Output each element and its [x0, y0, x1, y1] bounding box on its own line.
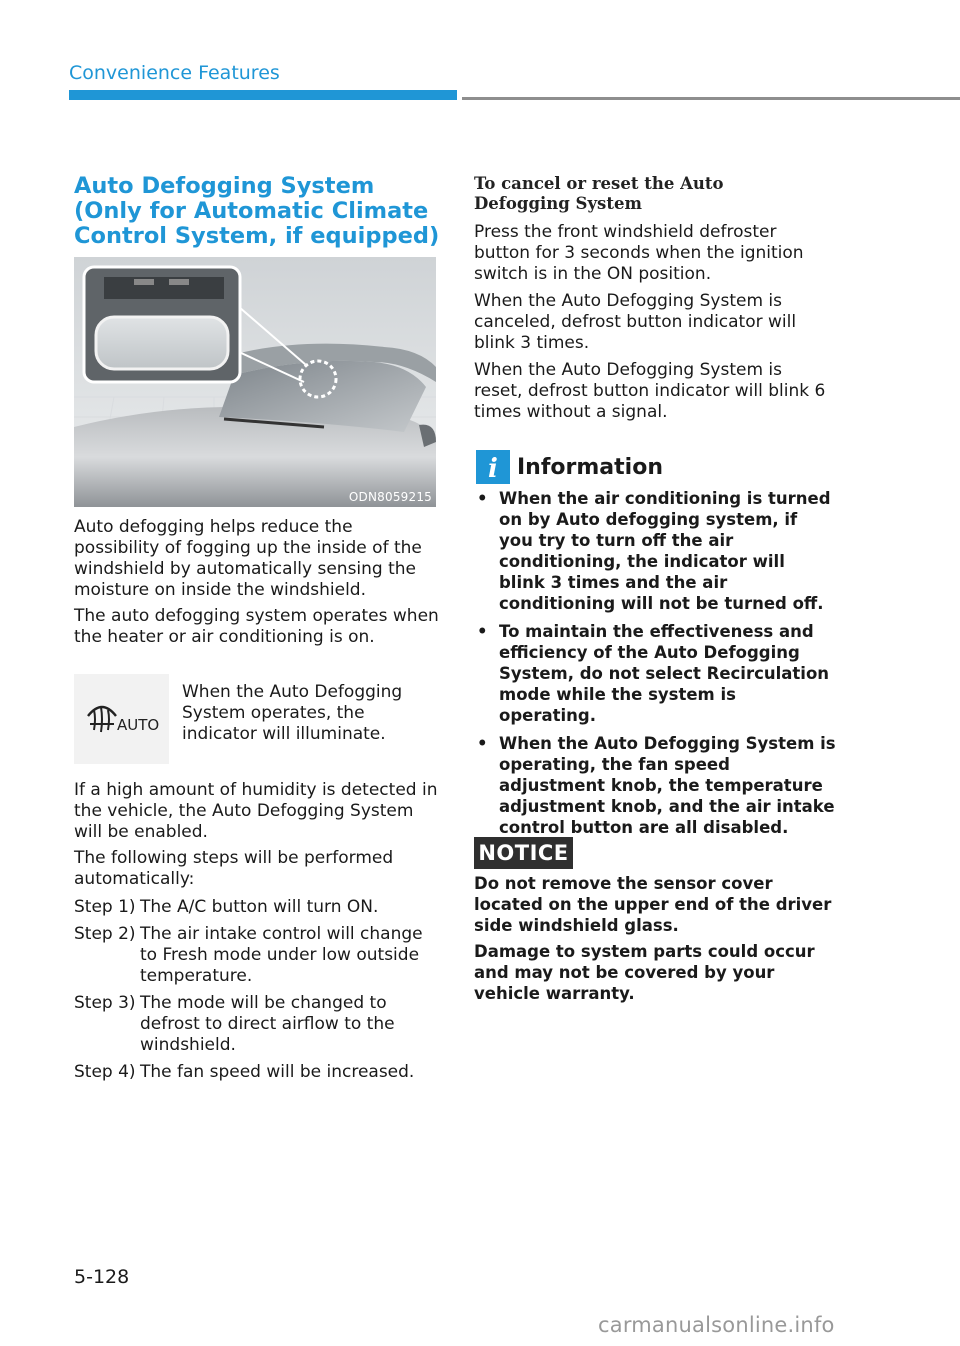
step-text: The mode will be changed to defrost to direct airflow to the windshield.	[140, 993, 395, 1055]
notice-sensor-warning: Do not remove the sensor cover located on the upper end of the driver side windshield glass.	[474, 874, 832, 935]
header-rule-gray	[462, 97, 960, 100]
step-text: The A/C button will turn ON.	[140, 897, 379, 917]
operation-paragraph: The auto defogging system operates when the heater or air conditioning is on.	[74, 606, 439, 647]
step-text: The fan speed will be increased.	[140, 1062, 415, 1082]
notice-warranty-warning: Damage to system parts could occur and may not be covered by your vehicle warranty.	[474, 942, 815, 1003]
step-text: The air intake control will change to Fresh mode under low outside temperature.	[140, 924, 423, 986]
information-icon	[476, 450, 510, 484]
indicator-description: When the Auto Defogging System operates, the indicator will illuminate.	[182, 682, 403, 744]
defrost-icon-label: AUTO	[117, 716, 160, 734]
defrost-icon	[74, 674, 169, 764]
step-item	[74, 993, 439, 1056]
reset-indicator-note: When the Auto Defogging System is reset, defrost button indicator will blink 6 times without a signal.	[474, 360, 826, 422]
watermark: carmanualsonline.info	[598, 1313, 835, 1337]
intro-paragraph: Auto defogging helps reduce the possibility of fogging up the inside of the windshield by automatically sensing the moisture on inside the windshield.	[74, 517, 422, 600]
step-item	[74, 897, 439, 918]
step-label: Step 4)	[74, 1062, 136, 1082]
step-label: Step 3)	[74, 993, 136, 1013]
windshield-figure	[74, 257, 436, 507]
information-list	[474, 488, 836, 845]
list-item: • To maintain the effectiveness and efficiency of the Auto Defogging System, do not select Recirculation mode while the system is operating.	[474, 621, 836, 726]
step-item	[74, 924, 439, 987]
svg-text:i: i	[488, 454, 498, 484]
cancel-instruction: Press the front windshield defroster button for 3 seconds when the ignition switch is in the ON position.	[474, 222, 804, 284]
steps-intro: The following steps will be performed automatically:	[74, 848, 394, 889]
header-rule-accent	[69, 90, 457, 100]
cancel-reset-heading: To cancel or reset the Auto Defogging System	[474, 174, 724, 213]
list-item: • When the air conditioning is turned on by Auto defogging system, if you try to turn off the air conditioning, the indicator will blink 3 times and the air conditioning will not be turned off.	[474, 488, 836, 614]
step-label: Step 2)	[74, 924, 136, 944]
page-heading: Auto Defogging System (Only for Automatic Climate Control System, if equipped)	[74, 173, 440, 249]
section-title: Convenience Features	[69, 62, 280, 84]
notice-badge: NOTICE	[474, 837, 573, 869]
humidity-paragraph: If a high amount of humidity is detected in the vehicle, the Auto Defogging System will be enabled.	[74, 780, 438, 842]
page-number: 5-128	[74, 1266, 130, 1288]
figure-code: ODN8059215	[348, 490, 432, 504]
step-item	[74, 1062, 439, 1083]
windshield-illustration	[74, 257, 436, 507]
information-title: Information	[517, 455, 663, 480]
cancel-indicator-note: When the Auto Defogging System is canceled, defrost button indicator will blink 3 times.	[474, 291, 797, 353]
step-label: Step 1)	[74, 897, 136, 917]
list-item: • When the Auto Defogging System is operating, the fan speed adjustment knob, the temperature adjustment knob, and the air intake control button are all disabled.	[474, 733, 836, 838]
defrost-auto-indicator	[74, 674, 169, 764]
